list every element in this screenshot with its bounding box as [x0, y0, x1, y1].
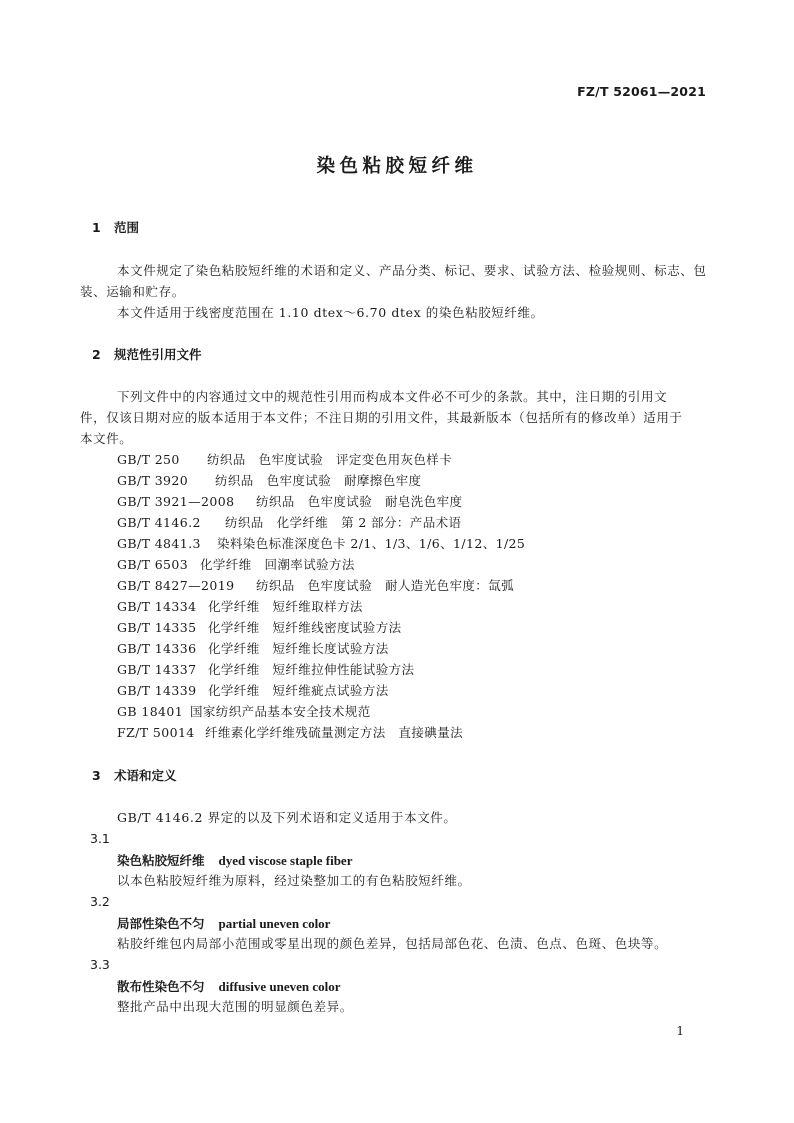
reference-name: 纺织品 色牢度试验 评定变色用灰色样卡 [207, 452, 453, 467]
reference-name: 化学纤维 短纤维取样方法 [208, 599, 363, 614]
references-intro-line: 下列文件中的内容通过文中的规范性引用而构成本文件必不可少的条款。其中，注日期的引用文 [117, 389, 668, 404]
reference-item [117, 685, 389, 698]
reference-code: GB/T 14335 [117, 620, 197, 635]
reference-item [117, 622, 402, 635]
reference-code: GB/T 3920 [117, 473, 189, 488]
reference-code: GB/T 14334 [117, 599, 197, 614]
term-number: 3.2 [90, 894, 110, 909]
section-heading-scope [92, 222, 139, 235]
reference-item [117, 580, 514, 593]
reference-item [117, 664, 414, 677]
term-english: partial uneven color [218, 916, 331, 931]
section-number: 3 [92, 768, 101, 783]
reference-item [117, 496, 462, 509]
reference-code: GB 18401 [117, 704, 184, 719]
reference-name: 国家纺织产品基本安全技术规范 [190, 704, 371, 719]
reference-item [117, 538, 525, 551]
references-intro-line: 本文件。 [80, 431, 133, 446]
term-title [117, 917, 330, 931]
references-intro-line: 件，仅该日期对应的版本适用于本文件；不注日期的引用文件，其最新版本（包括所有的修改单）适用于 [80, 410, 683, 425]
term-english: dyed viscose staple fiber [218, 853, 353, 868]
page-number: 1 [676, 1024, 684, 1038]
reference-name: 纤维素化学纤维残硫量测定方法 直接碘量法 [205, 725, 464, 740]
document-code: FZ/T 52061—2021 [577, 84, 706, 99]
term-definition: 整批产品中出现大范围的明显颜色差异。 [117, 999, 353, 1014]
scope-paragraph-line: 本文件规定了染色粘胶短纤维的术语和定义、产品分类、标记、要求、试验方法、检验规则、标志、包 [117, 263, 707, 278]
section-title: 术语和定义 [114, 768, 177, 783]
term-chinese: 散布性染色不匀 [117, 979, 205, 994]
term-chinese: 局部性染色不匀 [117, 916, 205, 931]
term-english: diffusive uneven color [218, 979, 341, 994]
reference-code: GB/T 4841.3 [117, 536, 201, 551]
reference-item [117, 559, 355, 572]
term-title [117, 980, 341, 994]
section-heading-terms-and-definitions [92, 770, 177, 783]
reference-item [117, 643, 389, 656]
reference-name: 化学纤维 短纤维拉伸性能试验方法 [208, 662, 415, 677]
scope-paragraph-line: 装、运输和贮存。 [80, 284, 185, 299]
reference-code: GB/T 14339 [117, 683, 197, 698]
reference-item [117, 727, 463, 740]
section-number: 1 [92, 220, 101, 235]
reference-code: GB/T 4146.2 [117, 515, 201, 530]
reference-name: 纺织品 色牢度试验 耐摩擦色牢度 [215, 473, 422, 488]
reference-name: 纺织品 色牢度试验 耐人造光色牢度：氙弧 [256, 578, 515, 593]
reference-item [117, 475, 421, 488]
reference-name: 化学纤维 回潮率试验方法 [200, 557, 355, 572]
reference-item [117, 517, 461, 530]
term-definition: 以本色粘胶短纤维为原料，经过染整加工的有色粘胶短纤维。 [117, 873, 471, 888]
reference-code: GB/T 14337 [117, 662, 197, 677]
reference-code: GB/T 250 [117, 452, 180, 467]
section-title: 规范性引用文件 [114, 347, 202, 362]
reference-name: 化学纤维 短纤维长度试验方法 [208, 641, 389, 656]
reference-item [117, 706, 371, 719]
reference-item [117, 601, 363, 614]
reference-name: 纺织品 色牢度试验 耐皂洗色牢度 [256, 494, 463, 509]
section-number: 2 [92, 347, 101, 362]
term-chinese: 染色粘胶短纤维 [117, 853, 205, 868]
term-number: 3.1 [90, 831, 110, 846]
section-title: 范围 [114, 220, 140, 235]
term-number: 3.3 [90, 957, 110, 972]
reference-code: FZ/T 50014 [117, 725, 195, 740]
reference-name: 染料染色标准深度色卡 2/1、1/3、1/6、1/12、1/25 [217, 536, 526, 551]
reference-item [117, 454, 452, 467]
reference-name: 纺织品 化学纤维 第 2 部分：产品术语 [225, 515, 462, 530]
reference-name: 化学纤维 短纤维线密度试验方法 [208, 620, 402, 635]
scope-paragraph-line: 本文件适用于线密度范围在 1.10 dtex～6.70 dtex 的染色粘胶短纤维。 [117, 305, 544, 320]
reference-code: GB/T 3921—2008 [117, 494, 235, 509]
reference-code: GB/T 14336 [117, 641, 197, 656]
reference-code: GB/T 8427—2019 [117, 578, 235, 593]
section-heading-normative-references [92, 349, 202, 362]
reference-name: 化学纤维 短纤维疵点试验方法 [208, 683, 389, 698]
terms-intro: GB/T 4146.2 界定的以及下列术语和定义适用于本文件。 [117, 810, 457, 825]
term-title [117, 854, 352, 868]
term-definition: 粘胶纤维包内局部小范围或零星出现的颜色差异，包括局部色花、色渍、色点、色斑、色块等。 [117, 936, 668, 951]
reference-code: GB/T 6503 [117, 557, 189, 572]
document-title: 染色粘胶短纤维 [316, 156, 478, 177]
